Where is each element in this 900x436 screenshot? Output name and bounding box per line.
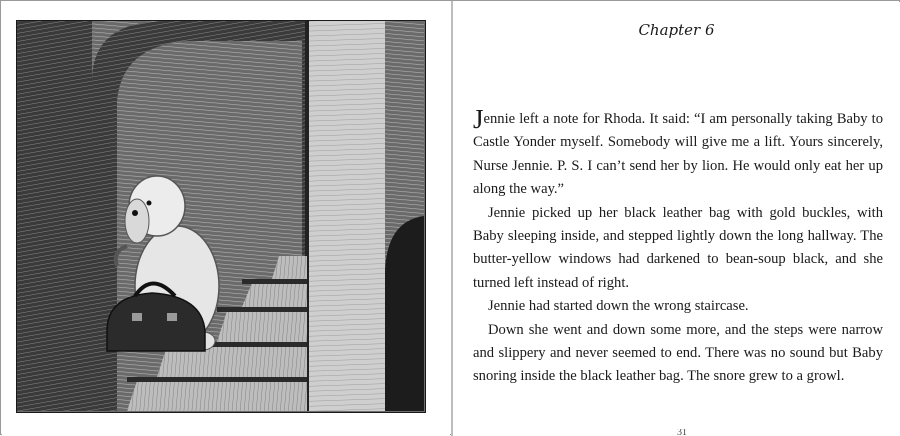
paragraph-3: Jennie had started down the wrong staircase.: [488, 298, 749, 315]
paragraph-1: Jennie left a note for Rhoda. It said: “I am personally taking Baby to Castle Yonder myself. Somebody will give me a lift. Yours sincerely, Nurse Jennie. P. S. I can’t send her by lion. He would only eat her up along the way.”: [473, 104, 883, 198]
step-4: [242, 283, 307, 307]
paragraph-4: Down she went and down some more, and the steps were narrow and slippery and never seemed to end. There was no sound but Baby snoring inside the black leather bag. The snore grew to a growl.: [473, 321, 883, 385]
page-number: 31: [677, 429, 687, 435]
left-page: [2, 2, 450, 435]
right-page: [453, 2, 900, 435]
paragraph-2: Jennie picked up her black leather bag with gold buckles, with Baby sleeping inside, and stepped lightly down the long hallway. The butter-yellow windows had darkened to bean-soup black, and she turned left instead of right.: [473, 204, 883, 291]
left-wall: [17, 21, 92, 411]
stone-pillar: [307, 21, 385, 411]
illustration-dog-with-bag-on-staircase-icon: [16, 20, 426, 413]
chapter-text: [473, 104, 883, 389]
chapter-heading: Chapter 6: [638, 21, 715, 39]
step-1: [127, 381, 307, 411]
right-archway: [385, 216, 424, 411]
step-3: [217, 311, 307, 342]
